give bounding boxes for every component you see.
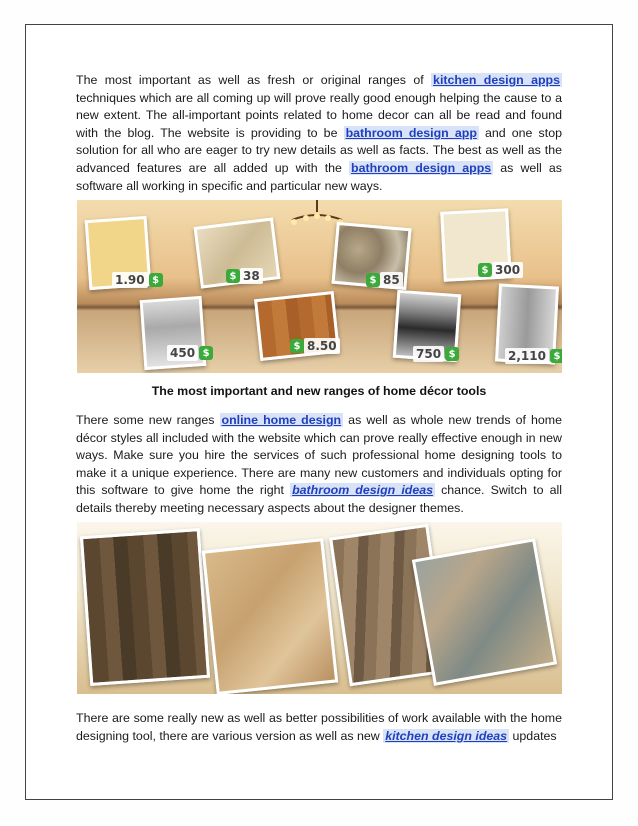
price-badge (112, 272, 163, 288)
price-value: 38 (240, 268, 263, 284)
flooring-tile-slate (412, 538, 557, 686)
price-value: 750 (413, 346, 444, 362)
flooring-tile-dark-wood (80, 528, 210, 686)
price-badge (505, 348, 562, 364)
price-badge (477, 262, 523, 278)
flooring-tile-beige-stone (202, 538, 338, 694)
price-value: 300 (492, 262, 523, 278)
dollar-icon: $ (149, 273, 163, 287)
price-badge (289, 338, 340, 354)
paragraph-2-text-b: as well as whole new trends of home décor styles all included with the website which can prove really effective enough in new ways. Make sure you hire the services of such professional home designing tools to make it a unique experience. There are many new customers and individuals opting for this software to give home the right (76, 413, 562, 498)
paragraph-2-text-a: There some new ranges (76, 413, 220, 427)
paragraph-1-text-c: and one stop solution for all who are eager to try new details as well as facts. The best as well as the advanced features are all added up with the (76, 125, 562, 175)
link-bathroom-design-ideas[interactable]: bathroom design ideas (292, 483, 434, 498)
flooring-samples-image (77, 522, 562, 694)
price-badge (365, 272, 403, 288)
dollar-icon: $ (478, 263, 492, 277)
dollar-icon: $ (226, 269, 240, 283)
paragraph-1-text-a: The most important as well as fresh or original ranges of (76, 73, 432, 87)
paragraph-3-text-a: There are some really new as well as better possibilities of work available with the home designing tool, there are various version as well as new (76, 711, 562, 743)
link-kitchen-design-ideas[interactable]: kitchen design ideas (385, 728, 508, 743)
kitchen-products-image (77, 200, 562, 373)
paragraph-2-text-c: chance. Switch to all details thereby meeting necessary aspects about the designer themes. (76, 483, 562, 515)
price-value: 85 (380, 272, 403, 288)
image-caption: The most important and new ranges of home décor tools (151, 384, 487, 398)
link-kitchen-design-apps[interactable]: kitchen design apps (433, 73, 560, 87)
paragraph-1 (76, 72, 562, 195)
price-value: 450 (167, 345, 198, 361)
paragraph-1-text-d: as well as software all working in specific and particular new ways. (76, 160, 562, 193)
paragraph-3 (76, 710, 562, 745)
price-badge (413, 346, 459, 362)
price-value: 2,110 (505, 348, 549, 364)
price-value: 1.90 (112, 272, 148, 288)
dollar-icon: $ (199, 346, 213, 360)
paragraph-2 (76, 412, 562, 518)
link-bathroom-design-apps[interactable]: bathroom design apps (351, 160, 492, 175)
dollar-icon: $ (290, 339, 304, 353)
dollar-icon: $ (445, 347, 459, 361)
paragraph-1-text-b: techniques which are all coming up will prove really good enough helping the cause to a new extent. The all-important points related to home decor can all be read and found with the blog. The website is providing to be (76, 90, 562, 140)
link-bathroom-design-app[interactable]: bathroom design app (345, 125, 477, 140)
price-value: 8.50 (304, 338, 340, 354)
dollar-icon: $ (366, 273, 380, 287)
price-badge (225, 268, 263, 284)
price-badge (167, 345, 213, 361)
dollar-icon: $ (550, 349, 562, 363)
link-online-home-design[interactable]: online home design (221, 413, 342, 427)
paragraph-3-text-b: updates (509, 728, 557, 743)
